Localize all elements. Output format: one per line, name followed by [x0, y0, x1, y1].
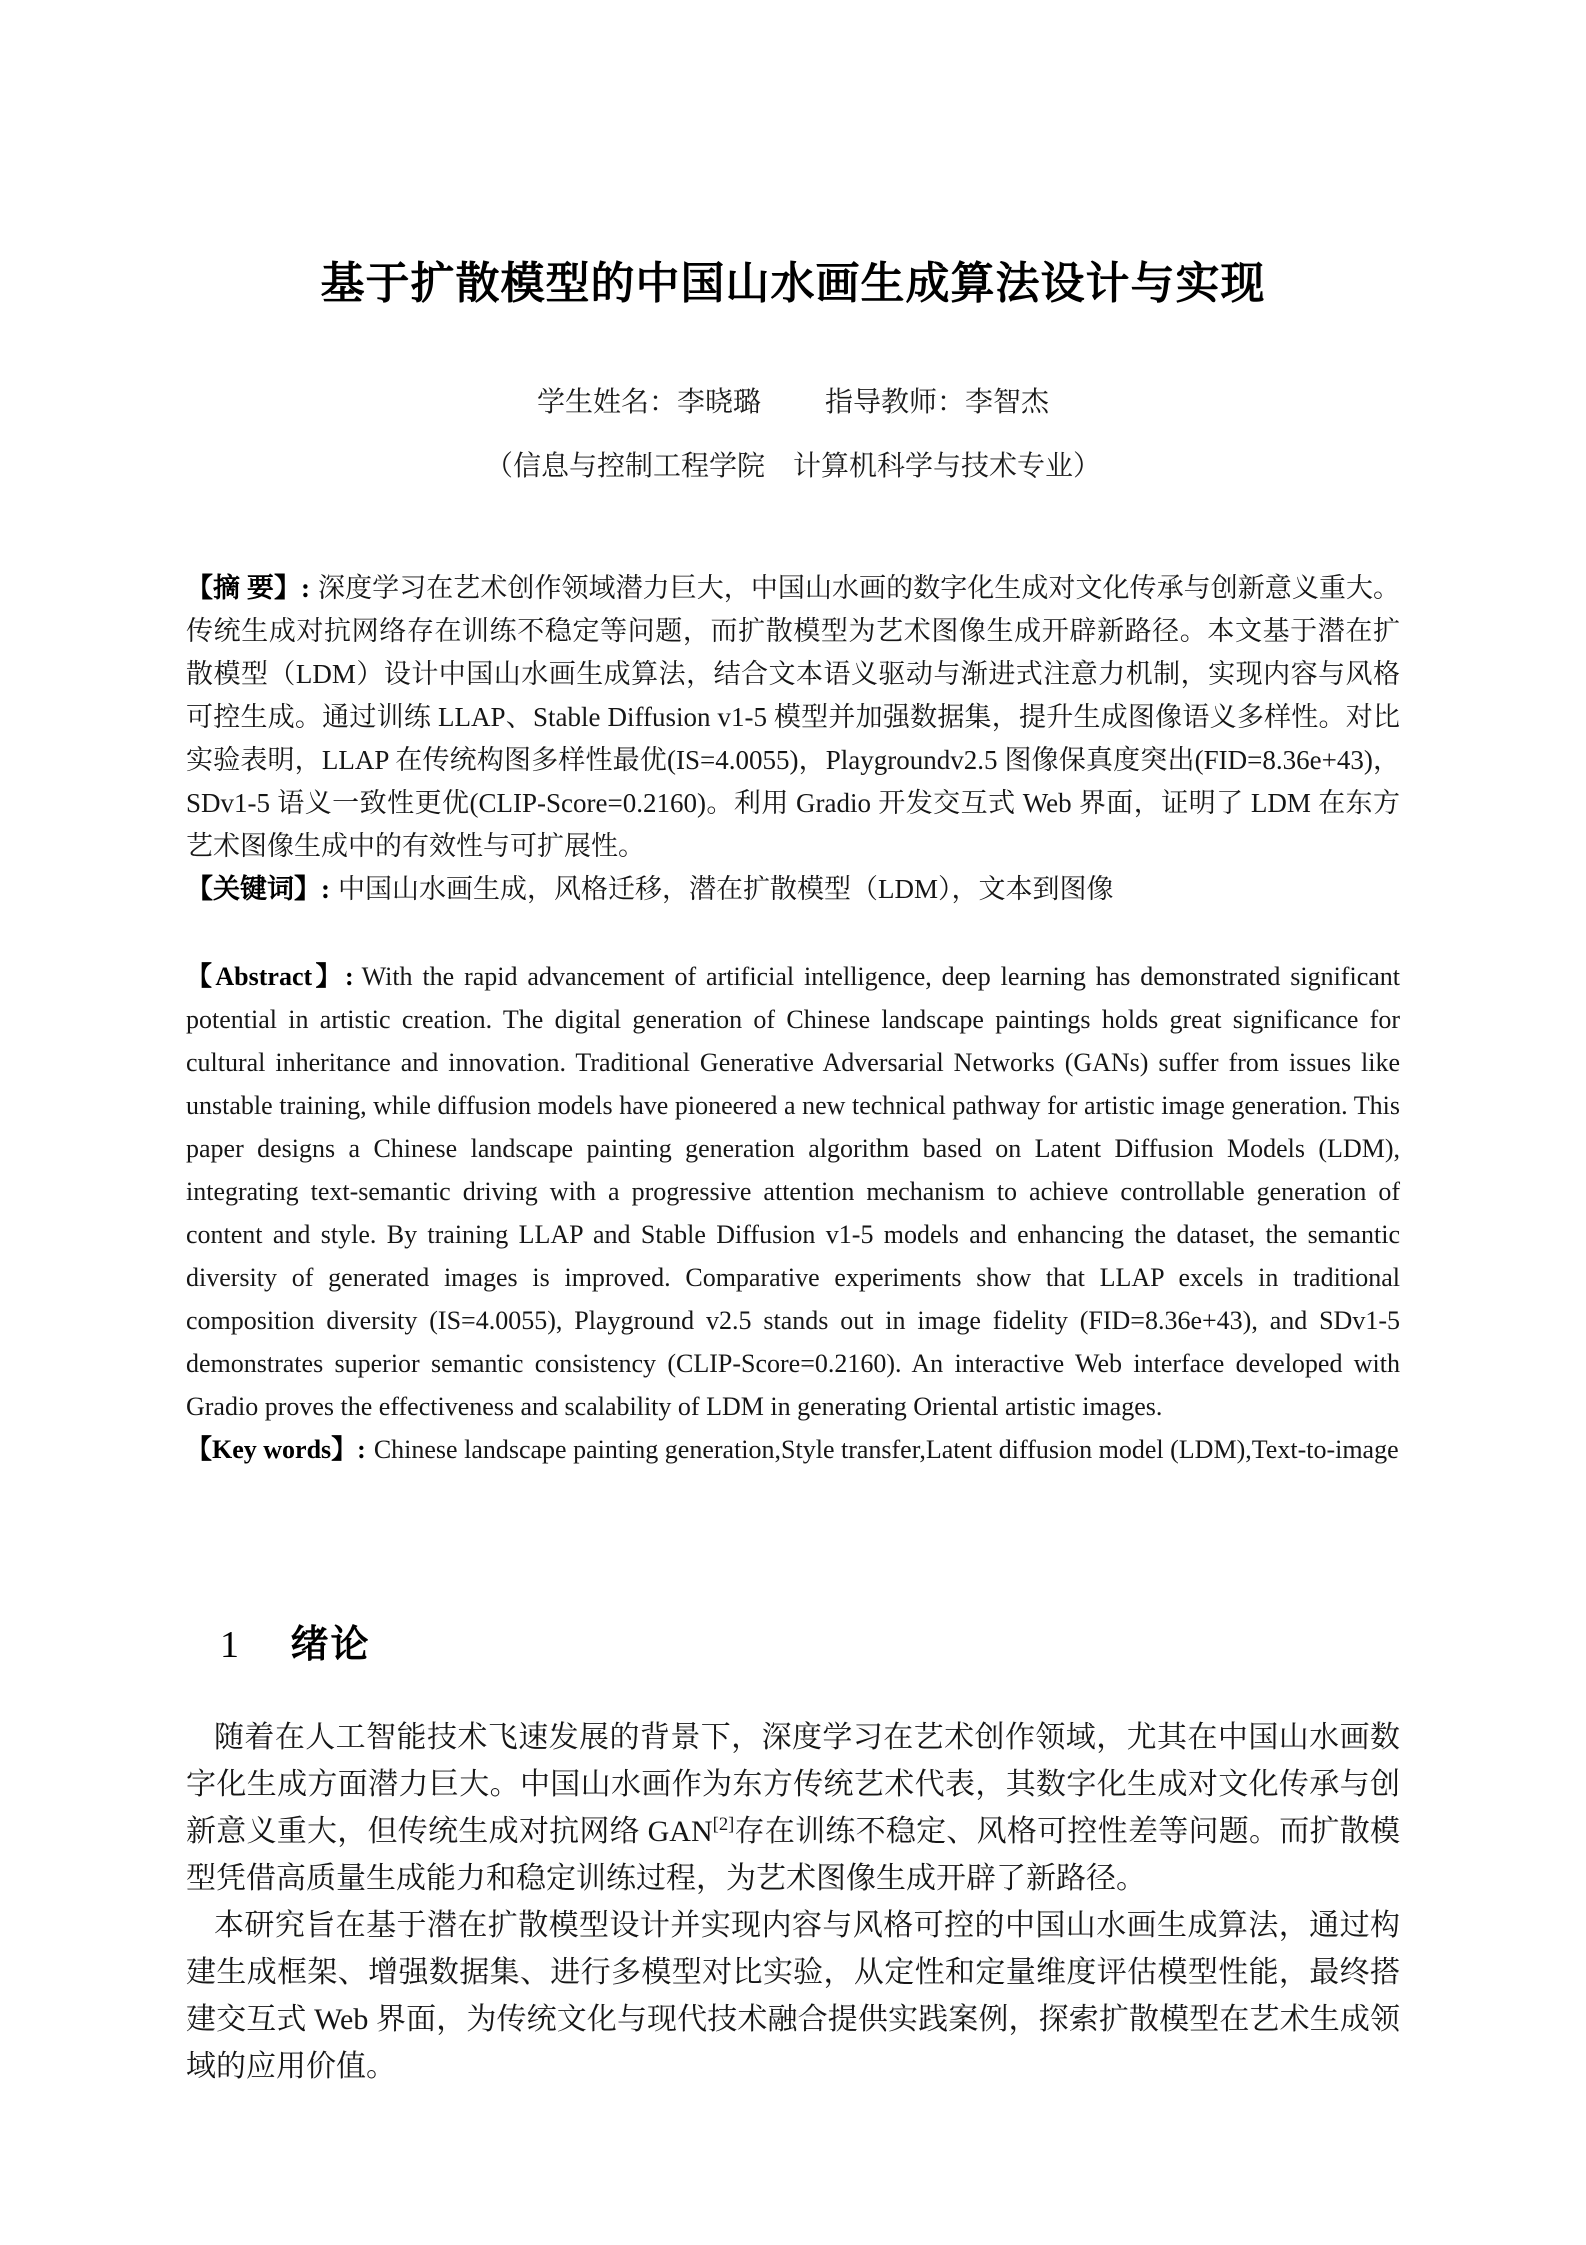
keywords-en-label: 【Key words】: — [186, 1434, 366, 1464]
section-1-title: 绪论 — [290, 1623, 371, 1666]
keywords-cn — [186, 868, 1400, 911]
keywords-cn-text: 中国山水画生成，风格迁移，潜在扩散模型（LDM），文本到图像 — [338, 873, 1114, 904]
advisor-name: 指导教师：李智杰 — [825, 386, 1050, 418]
keywords-en-text: Chinese landscape painting generation,Style transfer,Latent diffusion model (LDM),Text-to-image — [373, 1434, 1399, 1464]
abstract-en-text: With the rapid advancement of artificial intelligence, deep learning has demonstrated significant potential in artistic creation. The digital generation of Chinese landscape paintings holds great significance for cultural inheritance and innovation. Traditional Generative Adversarial Networks (GANs) suffer from issues like unstable training, while diffusion models have pioneered a new technical pathway for artistic image generation. This paper designs a Chinese landscape painting generation algorithm based on Latent Diffusion Models (LDM), integrating text-semantic driving with a progressive attention mechanism to achieve controllable generation of content and style. By training LLAP and Stable Diffusion v1-5 models and enhancing the dataset, the semantic diversity of generated images is improved. Comparative experiments show that LLAP excels in traditional composition diversity (IS=4.0055), Playground v2.5 stands out in image fidelity (FID=8.36e+43), and SDv1-5 demonstrates superior semantic consistency (CLIP-Score=0.2160). An interactive Web interface developed with Gradio proves the effectiveness and scalability of LDM in generating Oriental artistic images. — [186, 961, 1400, 1421]
section-1-paragraph-1 — [186, 1714, 1400, 1902]
student-name: 学生姓名：李晓璐 — [536, 386, 761, 418]
citation-2-superscript: [2] — [712, 1814, 735, 1836]
section-1-heading — [186, 1623, 1400, 1669]
document-title: 基于扩散模型的中国山水画生成算法设计与实现 — [320, 259, 1266, 308]
abstract-cn-text: 深度学习在艺术创作领域潜力巨大，中国山水画的数字化生成对文化传承与创新意义重大。传统生成对抗网络存在训练不稳定等问题，而扩散模型为艺术图像生成开辟新路径。本文基于潜在扩散模型（LDM）设计中国山水画生成算法，结合文本语义驱动与渐进式注意力机制，实现内容与风格可控生成。通过训练 LLAP、Stable Diffusion v1-5 模型并加强数据集，提升生成图像语义多样性。对比实验表明，LLAP 在传统构图多样性最优(IS=4.0055)，Playgroundv2.5 图像保真度突出(FID=8.36e+43)，SDv1-5 语义一致性更优(CLIP-Score=0.2160)。利用 Gradio 开发交互式 Web 界面，证明了 LDM 在东方艺术图像生成中的有效性与可扩展性。 — [186, 572, 1400, 861]
abstract-en — [186, 955, 1400, 1428]
paragraph-1-text-continued: 存在训练不稳定、风格可控性差等问题。而扩散模型凭借高质量生成能力和稳定训练过程，为艺术图像生成开辟了新路径。 — [186, 1815, 1401, 1896]
abstract-cn — [186, 567, 1400, 868]
section-1-paragraph-2: 本研究旨在基于潜在扩散模型设计并实现内容与风格可控的中国山水画生成算法，通过构建生成框架、增强数据集、进行多模型对比实验，从定性和定量维度评估模型性能，最终搭建交互式 Web 界面，为传统文化与现代技术融合提供实践案例，探索扩散模型在艺术生成领域的应用价值。 — [186, 1909, 1400, 2084]
abstract-cn-label: 【摘 要】: — [186, 572, 310, 603]
keywords-en — [186, 1428, 1400, 1471]
keywords-cn-label: 【关键词】: — [186, 873, 330, 904]
abstract-en-label: 【Abstract】: — [186, 961, 354, 991]
affiliation: （信息与控制工程学院 计算机科学与技术专业） — [484, 450, 1101, 482]
byline — [186, 383, 1400, 423]
paragraph-1-text: 随着在人工智能技术飞速发展的背景下，深度学习在艺术创作领域，尤其在中国山水画数字化生成方面潜力巨大。中国山水画作为东方传统艺术代表，其数字化生成对文化传承与创新意义重大，但传统生成对抗网络 GAN — [186, 1721, 1400, 1849]
section-1-number: 1 — [220, 1623, 239, 1666]
